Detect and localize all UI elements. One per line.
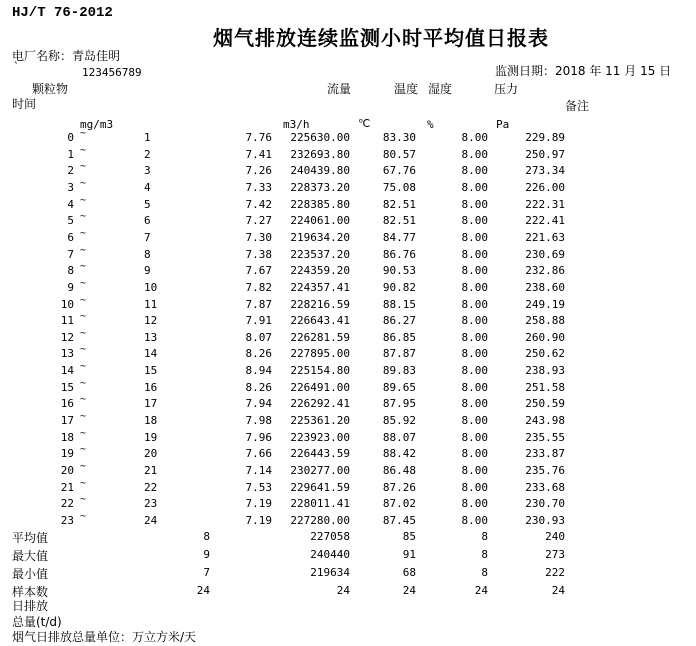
hour-start: 4 [67, 197, 74, 211]
hour-start: 0 [67, 131, 74, 144]
tilde-separator: ~ [80, 277, 87, 289]
humidity-value: 8.00 [461, 314, 488, 328]
pressure-value: 233.68 [525, 480, 565, 494]
humidity-value: 8.00 [461, 347, 488, 361]
pm-value: 7.94 [245, 397, 272, 411]
hour-start: 9 [67, 280, 74, 294]
flow-value: 224357.41 [290, 280, 350, 294]
table-row [0, 412, 696, 429]
temp-value: 88.15 [382, 297, 416, 311]
pm-summary-value: 8 [203, 530, 210, 543]
pm-value: 7.53 [245, 480, 272, 494]
pressure-value: 222.31 [525, 197, 565, 211]
pressure-value: 250.59 [525, 397, 565, 411]
tilde-separator: ~ [80, 161, 87, 173]
hour-end: 20 [144, 447, 158, 461]
tilde-separator: ~ [80, 377, 87, 389]
temp-value: 86.48 [382, 464, 416, 477]
hour-start: 20 [60, 464, 74, 477]
table-row [0, 129, 696, 146]
hour-start: 10 [60, 297, 74, 311]
tilde-separator: ~ [80, 444, 87, 456]
plant-name: 电厂名称：青岛佳明 [12, 49, 121, 63]
pressure-value: 258.88 [525, 314, 565, 328]
pressure-value: 238.60 [525, 280, 565, 294]
hour-start: 18 [60, 430, 74, 444]
table-row [0, 212, 696, 229]
table-row [0, 379, 696, 396]
summary-label: 最大值 [12, 549, 49, 563]
tilde-separator: ~ [80, 427, 87, 439]
summary-label: 样本数 [12, 585, 49, 599]
pressure-value: 229.89 [525, 131, 565, 144]
pm-value: 8.26 [245, 380, 272, 394]
pm-value: 7.19 [245, 497, 272, 511]
tilde-separator: ~ [80, 461, 87, 472]
tilde-separator: ~ [80, 411, 87, 423]
flow-value: 226491.00 [290, 380, 350, 394]
pm-value: 7.19 [245, 513, 272, 527]
humidity-value: 8.00 [461, 147, 488, 161]
hour-start: 12 [60, 330, 74, 344]
hour-start: 2 [67, 164, 74, 178]
hour-end: 2 [144, 147, 151, 161]
flow-value: 230277.00 [290, 464, 350, 477]
humidity-summary-value: 24 [474, 584, 488, 597]
pm-summary-value: 24 [196, 584, 210, 597]
table-row [0, 279, 696, 296]
hour-end: 6 [144, 214, 151, 228]
pressure-value: 221.63 [525, 230, 565, 244]
temp-summary-value: 24 [402, 584, 416, 597]
hour-start: 13 [60, 347, 74, 361]
hour-end: 16 [144, 380, 158, 394]
hour-start: 3 [67, 180, 74, 194]
table-row [0, 162, 696, 179]
hour-end: 12 [144, 314, 158, 328]
unit-note: 烟气日排放总量单位：万立方米/天 [12, 630, 197, 644]
flow-value: 228373.20 [290, 180, 350, 194]
tilde-separator: ~ [80, 244, 87, 256]
unit-flow: m3/h [283, 118, 310, 131]
temp-value: 85.92 [382, 414, 416, 428]
pressure-value: 222.41 [525, 214, 565, 228]
hour-end: 23 [144, 497, 158, 511]
hour-end: 10 [144, 280, 158, 294]
humidity-value: 8.00 [461, 197, 488, 211]
flow-value: 225361.20 [290, 414, 350, 428]
temp-value: 90.53 [382, 264, 416, 278]
table-row [0, 312, 696, 329]
hour-start: 7 [67, 247, 74, 261]
tilde-separator: ~ [80, 261, 87, 273]
pressure-value: 250.62 [525, 347, 565, 361]
pm-value: 7.41 [245, 147, 272, 161]
temp-value: 87.02 [382, 497, 416, 511]
pm-summary-value: 9 [203, 548, 210, 561]
flow-summary-value: 24 [336, 584, 350, 597]
hour-start: 22 [60, 497, 74, 511]
humidity-value: 8.00 [461, 264, 488, 278]
hour-start: 6 [67, 230, 74, 244]
temp-value: 84.77 [382, 230, 416, 244]
hour-start: 5 [67, 214, 74, 228]
hour-end: 8 [144, 247, 151, 261]
temp-value: 88.42 [382, 447, 416, 461]
humidity-value: 8.00 [461, 464, 488, 477]
pm-value: 7.91 [245, 314, 272, 328]
col-header-temp: 温度 [394, 82, 419, 96]
hour-end: 22 [144, 480, 158, 494]
flow-value: 219634.20 [290, 230, 350, 244]
pressure-value: 260.90 [525, 330, 565, 344]
flow-value: 228385.80 [290, 197, 350, 211]
temp-value: 86.27 [382, 314, 416, 328]
table-row [0, 495, 696, 512]
pm-value: 7.30 [245, 230, 272, 244]
flow-value: 229641.59 [290, 480, 350, 494]
pressure-value: 238.93 [525, 364, 565, 378]
temp-value: 87.95 [382, 397, 416, 411]
pm-value: 7.87 [245, 297, 272, 311]
page-title: 烟气排放连续监测小时平均值日报表 [213, 26, 549, 50]
humidity-value: 8.00 [461, 164, 488, 178]
pm-value: 8.26 [245, 347, 272, 361]
tilde-separator: ~ [80, 327, 87, 339]
humidity-summary-value: 8 [481, 530, 488, 543]
flow-value: 228216.59 [290, 297, 350, 311]
hour-end: 5 [144, 197, 151, 211]
flow-value: 232693.80 [290, 147, 350, 161]
humidity-value: 8.00 [461, 414, 488, 428]
pressure-value: 235.76 [525, 464, 565, 477]
tilde-separator: ~ [80, 494, 87, 506]
table-row [0, 429, 696, 446]
flow-value: 226292.41 [290, 397, 350, 411]
summary-label: 平均值 [12, 531, 49, 545]
summary-label: 最小值 [12, 567, 49, 581]
temp-value: 90.82 [382, 280, 416, 294]
humidity-value: 8.00 [461, 297, 488, 311]
pm-value: 7.42 [245, 197, 272, 211]
tilde-separator: ~ [80, 227, 87, 239]
pressure-value: 232.86 [525, 264, 565, 278]
flow-summary-value: 240440 [310, 548, 350, 561]
tilde-separator: ~ [80, 361, 87, 373]
tilde-separator: ~ [80, 510, 87, 522]
temp-value: 87.26 [382, 480, 416, 494]
hour-start: 19 [60, 447, 74, 461]
temp-value: 80.57 [382, 147, 416, 161]
pressure-value: 251.58 [525, 380, 565, 394]
humidity-value: 8.00 [461, 447, 488, 461]
pm-value: 7.38 [245, 247, 272, 261]
temp-value: 75.08 [382, 180, 416, 194]
hour-end: 7 [144, 230, 151, 244]
col-header-flow: 流量 [327, 82, 352, 96]
tilde-separator: ~ [80, 477, 87, 489]
pm-value: 8.07 [245, 330, 272, 344]
flow-value: 226443.59 [290, 447, 350, 461]
table-row [0, 345, 696, 362]
table-row [0, 229, 696, 246]
humidity-value: 8.00 [461, 497, 488, 511]
hour-end: 19 [144, 430, 158, 444]
flow-value: 223923.00 [290, 430, 350, 444]
flow-value: 224359.20 [290, 264, 350, 278]
hour-end: 13 [144, 330, 158, 344]
pm-value: 7.33 [245, 180, 272, 194]
temp-summary-value: 68 [402, 566, 416, 579]
pm-value: 7.14 [245, 464, 272, 477]
pressure-value: 243.98 [525, 414, 565, 428]
tilde-separator: ~ [80, 194, 87, 206]
humidity-value: 8.00 [461, 280, 488, 294]
stray-mark: ` [13, 60, 20, 73]
humidity-value: 8.00 [461, 480, 488, 494]
pm-summary-value: 7 [203, 566, 210, 579]
hour-end: 4 [144, 180, 151, 194]
humidity-value: 8.00 [461, 230, 488, 244]
humidity-value: 8.00 [461, 330, 488, 344]
humidity-value: 8.00 [461, 364, 488, 378]
humidity-value: 8.00 [461, 180, 488, 194]
tilde-separator: ~ [80, 344, 87, 356]
humidity-value: 8.00 [461, 513, 488, 527]
tilde-separator: ~ [80, 144, 87, 156]
humidity-summary-value: 8 [481, 566, 488, 579]
flow-summary-value: 227058 [310, 530, 350, 543]
pm-value: 7.98 [245, 414, 272, 428]
tilde-separator: ~ [80, 394, 87, 406]
daily-emission-label: 日排放 [12, 599, 49, 613]
tilde-separator: ~ [80, 128, 87, 139]
col-header-remark: 备注 [565, 99, 590, 113]
table-row [0, 196, 696, 213]
hour-start: 11 [60, 314, 74, 328]
flow-value: 240439.80 [290, 164, 350, 178]
temp-value: 82.51 [382, 197, 416, 211]
total-label: 总量(t/d) [12, 615, 62, 629]
hour-start: 23 [60, 513, 74, 527]
hour-end: 17 [144, 397, 158, 411]
humidity-value: 8.00 [461, 430, 488, 444]
hour-end: 18 [144, 414, 158, 428]
temp-value: 86.76 [382, 247, 416, 261]
tilde-separator: ~ [80, 294, 87, 306]
hour-start: 8 [67, 264, 74, 278]
pressure-value: 230.93 [525, 513, 565, 527]
hour-end: 24 [144, 513, 158, 527]
hour-start: 17 [60, 414, 74, 428]
unit-pm: mg/m3 [80, 118, 114, 131]
flow-value: 225154.80 [290, 364, 350, 378]
pressure-value: 235.55 [525, 430, 565, 444]
pm-value: 7.96 [245, 430, 272, 444]
hour-start: 21 [60, 480, 74, 494]
pm-value: 7.66 [245, 447, 272, 461]
temp-value: 87.45 [382, 513, 416, 527]
temp-value: 89.83 [382, 364, 416, 378]
pressure-summary-value: 273 [545, 548, 565, 561]
temp-summary-value: 85 [402, 530, 416, 543]
flow-summary-value: 219634 [310, 566, 350, 579]
pressure-value: 250.97 [525, 147, 565, 161]
pressure-value: 273.34 [525, 164, 565, 178]
hour-start: 14 [60, 364, 74, 378]
summary-row [0, 528, 696, 545]
hour-end: 3 [144, 164, 151, 178]
table-row [0, 262, 696, 279]
temp-value: 89.65 [382, 380, 416, 394]
tilde-separator: ~ [80, 211, 87, 223]
temp-value: 88.07 [382, 430, 416, 444]
summary-row [0, 582, 696, 599]
hour-start: 16 [60, 397, 74, 411]
tilde-separator: ~ [80, 311, 87, 323]
flow-value: 228011.41 [290, 497, 350, 511]
pressure-summary-value: 24 [551, 584, 565, 597]
hour-start: 15 [60, 380, 74, 394]
unit-pressure: Pa [496, 118, 510, 131]
table-row [0, 479, 696, 496]
temp-value: 87.87 [382, 347, 416, 361]
pm-value: 7.26 [245, 164, 272, 178]
pressure-value: 230.69 [525, 247, 565, 261]
tilde-separator: ~ [80, 177, 87, 189]
temp-value: 86.85 [382, 330, 416, 344]
pressure-value: 233.87 [525, 447, 565, 461]
table-row [0, 146, 696, 163]
summary-row [0, 546, 696, 563]
humidity-summary-value: 8 [481, 548, 488, 561]
temp-value: 82.51 [382, 214, 416, 228]
flow-value: 227280.00 [290, 513, 350, 527]
table-row [0, 296, 696, 313]
hour-end: 15 [144, 364, 158, 378]
pressure-value: 249.19 [525, 297, 565, 311]
humidity-value: 8.00 [461, 397, 488, 411]
table-row [0, 512, 696, 529]
col-header-humidity: 湿度 [428, 82, 453, 96]
flow-value: 226281.59 [290, 330, 350, 344]
table-row [0, 362, 696, 379]
table-row [0, 445, 696, 462]
pressure-summary-value: 222 [545, 566, 565, 579]
flow-value: 224061.00 [290, 214, 350, 228]
unit-humidity: % [427, 118, 434, 131]
table-row [0, 179, 696, 196]
hour-start: 1 [67, 147, 74, 161]
flow-value: 223537.20 [290, 247, 350, 261]
hour-end: 11 [144, 297, 158, 311]
pm-value: 7.67 [245, 264, 272, 278]
temp-value: 67.76 [382, 164, 416, 178]
hour-end: 1 [144, 131, 151, 144]
standard-code: HJ/T 76-2012 [12, 5, 113, 21]
table-row [0, 395, 696, 412]
plant-code: 123456789 [82, 66, 142, 79]
hour-end: 14 [144, 347, 158, 361]
pressure-value: 230.70 [525, 497, 565, 511]
flow-value: 227895.00 [290, 347, 350, 361]
col-header-pressure: 压力 [494, 82, 519, 96]
table-row [0, 462, 696, 479]
pm-value: 7.76 [245, 131, 272, 144]
pm-value: 8.94 [245, 364, 272, 378]
col-header-time: 时间 [12, 97, 37, 111]
humidity-value: 8.00 [461, 214, 488, 228]
table-row [0, 329, 696, 346]
humidity-value: 8.00 [461, 247, 488, 261]
flow-value: 225630.00 [290, 131, 350, 144]
pm-value: 7.27 [245, 214, 272, 228]
flow-value: 226643.41 [290, 314, 350, 328]
pm-value: 7.82 [245, 280, 272, 294]
summary-row [0, 564, 696, 581]
temp-summary-value: 91 [402, 548, 416, 561]
monitor-date: 监测日期：2018 年 11 月 15 日 [495, 64, 672, 78]
hour-end: 9 [144, 264, 151, 278]
temp-value: 83.30 [382, 131, 416, 144]
hour-end: 21 [144, 464, 158, 477]
humidity-value: 8.00 [461, 131, 488, 144]
table-row [0, 246, 696, 263]
pressure-value: 226.00 [525, 180, 565, 194]
humidity-value: 8.00 [461, 380, 488, 394]
unit-temp: ℃ [358, 117, 371, 130]
col-header-pm: 颗粒物 [32, 82, 69, 96]
pressure-summary-value: 240 [545, 530, 565, 543]
